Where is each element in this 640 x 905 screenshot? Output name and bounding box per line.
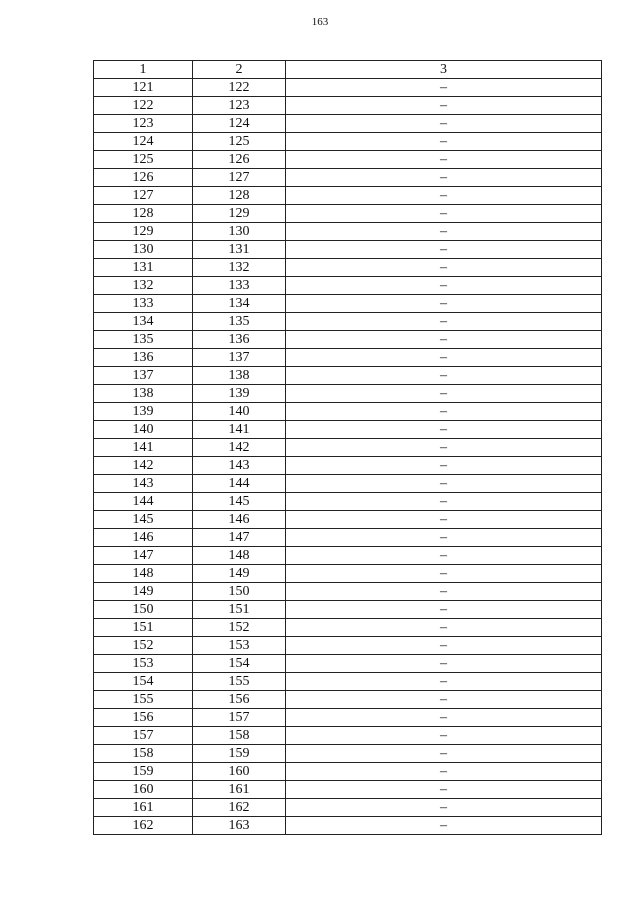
table-cell-col-3: – xyxy=(286,745,602,763)
table-cell-col-1: 147 xyxy=(94,547,193,565)
table-row xyxy=(94,547,602,565)
table-cell-col-3: – xyxy=(286,133,602,151)
table-row xyxy=(94,187,602,205)
table-cell-col-2: 128 xyxy=(193,187,286,205)
table-cell-col-3: – xyxy=(286,421,602,439)
table-cell-col-1: 129 xyxy=(94,223,193,241)
table-cell-col-1: 156 xyxy=(94,709,193,727)
table-cell-col-3: – xyxy=(286,709,602,727)
table-cell-col-3: – xyxy=(286,475,602,493)
table-cell-col-1: 140 xyxy=(94,421,193,439)
table-row xyxy=(94,403,602,421)
table-cell-col-3: – xyxy=(286,493,602,511)
table-cell-col-2: 132 xyxy=(193,259,286,277)
table-cell-col-2: 158 xyxy=(193,727,286,745)
table-cell-col-2: 154 xyxy=(193,655,286,673)
table-cell-col-3: – xyxy=(286,331,602,349)
table-cell-col-3: – xyxy=(286,583,602,601)
table-row xyxy=(94,529,602,547)
table-cell-col-3: – xyxy=(286,313,602,331)
table-row xyxy=(94,79,602,97)
table-cell-col-1: 138 xyxy=(94,385,193,403)
table-row xyxy=(94,673,602,691)
table-cell-col-1: 128 xyxy=(94,205,193,223)
table-cell-col-1: 143 xyxy=(94,475,193,493)
table-row xyxy=(94,295,602,313)
table-cell-col-3: – xyxy=(286,817,602,835)
table-cell-col-3: – xyxy=(286,439,602,457)
table-cell-col-1: 122 xyxy=(94,97,193,115)
table-cell-col-3: – xyxy=(286,799,602,817)
table-cell-col-1: 149 xyxy=(94,583,193,601)
table-cell-col-2: 162 xyxy=(193,799,286,817)
table-cell-col-1: 137 xyxy=(94,367,193,385)
table-cell-col-2: 137 xyxy=(193,349,286,367)
table-cell-col-2: 143 xyxy=(193,457,286,475)
table-cell-col-1: 153 xyxy=(94,655,193,673)
table-row xyxy=(94,115,602,133)
table-cell-col-1: 125 xyxy=(94,151,193,169)
table-cell-col-2: 161 xyxy=(193,781,286,799)
table-cell-col-1: 161 xyxy=(94,799,193,817)
table-row xyxy=(94,691,602,709)
table-cell-col-3: – xyxy=(286,169,602,187)
table-cell-col-3: – xyxy=(286,763,602,781)
table-row xyxy=(94,709,602,727)
table-cell-col-2: 159 xyxy=(193,745,286,763)
table-row xyxy=(94,151,602,169)
table-cell-col-3: – xyxy=(286,187,602,205)
table-cell-col-2: 145 xyxy=(193,493,286,511)
table-cell-col-3: – xyxy=(286,547,602,565)
table-row xyxy=(94,97,602,115)
table-cell-col-3: – xyxy=(286,511,602,529)
table-row xyxy=(94,601,602,619)
table-cell-col-3: – xyxy=(286,349,602,367)
table-cell-col-2: 156 xyxy=(193,691,286,709)
table-cell-col-1: 133 xyxy=(94,295,193,313)
table-cell-col-3: – xyxy=(286,403,602,421)
table-cell-col-2: 142 xyxy=(193,439,286,457)
table-row xyxy=(94,169,602,187)
table-cell-col-3: – xyxy=(286,601,602,619)
table-cell-col-2: 163 xyxy=(193,817,286,835)
table-cell-col-1: 141 xyxy=(94,439,193,457)
table-cell-col-3: – xyxy=(286,529,602,547)
table-cell-col-1: 131 xyxy=(94,259,193,277)
table-row xyxy=(94,637,602,655)
table-cell-col-2: 127 xyxy=(193,169,286,187)
data-table xyxy=(93,60,602,835)
data-table-container xyxy=(93,60,601,835)
table-row xyxy=(94,511,602,529)
table-cell-col-2: 133 xyxy=(193,277,286,295)
table-cell-col-1: 162 xyxy=(94,817,193,835)
table-cell-col-2: 151 xyxy=(193,601,286,619)
table-cell-col-2: 135 xyxy=(193,313,286,331)
table-cell-col-2: 144 xyxy=(193,475,286,493)
table-cell-col-1: 154 xyxy=(94,673,193,691)
table-row xyxy=(94,439,602,457)
table-cell-col-1: 142 xyxy=(94,457,193,475)
table-cell-col-2: 155 xyxy=(193,673,286,691)
table-cell-col-2: 125 xyxy=(193,133,286,151)
table-header-row xyxy=(94,61,602,79)
table-cell-col-3: – xyxy=(286,223,602,241)
table-row xyxy=(94,385,602,403)
table-row xyxy=(94,133,602,151)
table-cell-col-3: – xyxy=(286,295,602,313)
table-cell-col-1: 136 xyxy=(94,349,193,367)
table-cell-col-1: 134 xyxy=(94,313,193,331)
table-cell-col-1: 151 xyxy=(94,619,193,637)
table-row xyxy=(94,655,602,673)
table-cell-col-3: – xyxy=(286,691,602,709)
table-cell-col-1: 123 xyxy=(94,115,193,133)
table-cell-col-3: – xyxy=(286,97,602,115)
table-cell-col-2: 148 xyxy=(193,547,286,565)
table-cell-col-2: 123 xyxy=(193,97,286,115)
table-cell-col-3: – xyxy=(286,673,602,691)
table-cell-col-2: 147 xyxy=(193,529,286,547)
table-cell-col-1: 121 xyxy=(94,79,193,97)
table-cell-col-2: 141 xyxy=(193,421,286,439)
table-cell-col-1: 127 xyxy=(94,187,193,205)
table-row xyxy=(94,565,602,583)
table-row xyxy=(94,781,602,799)
table-row xyxy=(94,493,602,511)
table-row xyxy=(94,367,602,385)
table-cell-col-3: – xyxy=(286,241,602,259)
table-cell-col-2: 146 xyxy=(193,511,286,529)
table-row xyxy=(94,619,602,637)
table-cell-col-2: 153 xyxy=(193,637,286,655)
table-cell-col-3: – xyxy=(286,115,602,133)
table-cell-col-2: 149 xyxy=(193,565,286,583)
table-cell-col-3: – xyxy=(286,655,602,673)
table-cell-col-2: 138 xyxy=(193,367,286,385)
table-cell-col-1: 139 xyxy=(94,403,193,421)
table-cell-col-2: 160 xyxy=(193,763,286,781)
table-cell-col-2: 124 xyxy=(193,115,286,133)
table-row xyxy=(94,241,602,259)
table-row xyxy=(94,421,602,439)
table-cell-col-1: 124 xyxy=(94,133,193,151)
table-cell-col-1: 126 xyxy=(94,169,193,187)
table-cell-col-3: – xyxy=(286,727,602,745)
table-cell-col-1: 152 xyxy=(94,637,193,655)
table-cell-col-3: – xyxy=(286,385,602,403)
table-row xyxy=(94,223,602,241)
column-header-3: 3 xyxy=(286,61,602,79)
table-cell-col-3: – xyxy=(286,367,602,385)
table-cell-col-2: 140 xyxy=(193,403,286,421)
column-header-1: 1 xyxy=(94,61,193,79)
table-cell-col-3: – xyxy=(286,259,602,277)
table-cell-col-2: 152 xyxy=(193,619,286,637)
table-cell-col-1: 132 xyxy=(94,277,193,295)
table-cell-col-2: 157 xyxy=(193,709,286,727)
table-cell-col-3: – xyxy=(286,457,602,475)
table-row xyxy=(94,457,602,475)
table-cell-col-2: 130 xyxy=(193,223,286,241)
table-cell-col-3: – xyxy=(286,619,602,637)
table-row xyxy=(94,799,602,817)
table-row xyxy=(94,331,602,349)
table-cell-col-1: 130 xyxy=(94,241,193,259)
table-row xyxy=(94,475,602,493)
table-row xyxy=(94,277,602,295)
table-cell-col-2: 126 xyxy=(193,151,286,169)
table-cell-col-1: 157 xyxy=(94,727,193,745)
table-cell-col-3: – xyxy=(286,565,602,583)
table-body xyxy=(94,79,602,835)
table-row xyxy=(94,745,602,763)
column-header-2: 2 xyxy=(193,61,286,79)
table-cell-col-3: – xyxy=(286,79,602,97)
table-cell-col-3: – xyxy=(286,637,602,655)
table-row xyxy=(94,259,602,277)
table-row xyxy=(94,349,602,367)
table-row xyxy=(94,313,602,331)
table-row xyxy=(94,727,602,745)
table-row xyxy=(94,817,602,835)
table-cell-col-1: 146 xyxy=(94,529,193,547)
table-cell-col-1: 155 xyxy=(94,691,193,709)
table-row xyxy=(94,205,602,223)
table-cell-col-2: 122 xyxy=(193,79,286,97)
table-cell-col-2: 136 xyxy=(193,331,286,349)
table-cell-col-2: 131 xyxy=(193,241,286,259)
table-cell-col-1: 159 xyxy=(94,763,193,781)
table-cell-col-3: – xyxy=(286,151,602,169)
table-cell-col-1: 150 xyxy=(94,601,193,619)
table-cell-col-2: 139 xyxy=(193,385,286,403)
table-cell-col-1: 145 xyxy=(94,511,193,529)
table-row xyxy=(94,583,602,601)
table-cell-col-2: 150 xyxy=(193,583,286,601)
table-cell-col-1: 144 xyxy=(94,493,193,511)
page-number: 163 xyxy=(311,16,329,28)
table-cell-col-1: 135 xyxy=(94,331,193,349)
table-cell-col-3: – xyxy=(286,205,602,223)
table-cell-col-2: 134 xyxy=(193,295,286,313)
table-cell-col-1: 148 xyxy=(94,565,193,583)
table-row xyxy=(94,763,602,781)
table-cell-col-3: – xyxy=(286,781,602,799)
table-cell-col-2: 129 xyxy=(193,205,286,223)
table-cell-col-3: – xyxy=(286,277,602,295)
table-cell-col-1: 160 xyxy=(94,781,193,799)
table-cell-col-1: 158 xyxy=(94,745,193,763)
